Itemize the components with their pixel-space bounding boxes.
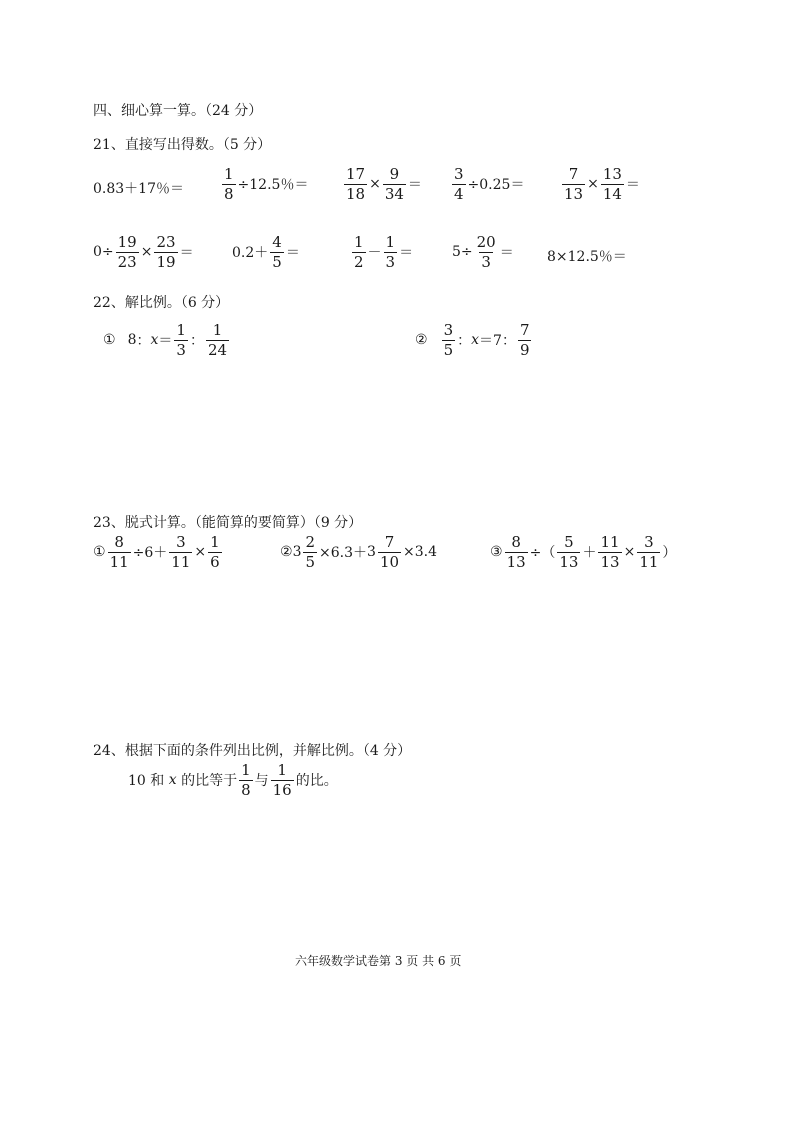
expr-text: ×6.3＋ [319,545,368,561]
q21-item-2 [220,166,308,202]
denominator: 19 [156,252,176,271]
colon: ： [501,333,516,349]
q23-problem-1 [93,534,224,570]
fraction [303,534,317,570]
fraction [169,534,192,570]
denominator: 3 [385,252,396,271]
expr-text: 10 和 [128,773,169,789]
fraction [108,534,131,570]
mixed-number [367,534,403,570]
expr-text: ÷6＋ [132,545,168,561]
numerator: 7 [519,321,530,339]
q22-problem-1 [103,322,231,358]
denominator: 11 [639,552,659,571]
fraction [208,534,222,570]
numerator: 19 [117,233,137,251]
fraction [557,534,580,570]
q21-item-9 [452,234,514,270]
variable-x: x [168,772,177,788]
numerator: 1 [241,761,251,779]
expr-text: 与 [254,773,269,789]
denominator: 10 [379,552,400,571]
expr-text: 0.2＋ [232,245,269,261]
equals: ＝ [158,333,173,349]
fraction [601,166,624,202]
numerator: 13 [602,165,622,183]
equals: ＝ [407,177,422,193]
q23-problem-3 [490,534,676,570]
fraction [174,322,188,358]
variable-x: x [471,332,480,348]
numerator: 11 [600,533,620,551]
problem-marker: ① [93,544,106,560]
denominator: 5 [272,252,282,271]
problem-marker: ② [280,544,293,560]
numerator: 20 [476,233,496,251]
denominator: 34 [384,184,404,203]
operator: × [587,176,599,192]
numerator: 3 [443,321,454,339]
operator: × [194,544,207,560]
q24-title: 24、根据下面的条件列出比例，并解比例。（4 分） [93,743,412,759]
fraction [222,166,236,202]
problem-marker: ③ [490,544,503,560]
q21-item-6 [93,234,194,270]
q21-item-8 [350,234,413,270]
denominator: 6 [210,552,220,571]
q21-item-3 [342,166,422,202]
numerator: 1 [212,321,223,339]
denominator: 11 [171,552,191,571]
numerator: 1 [354,233,364,251]
denominator: 5 [305,552,316,571]
fraction [452,166,466,202]
equals: ＝ [285,245,300,261]
denominator: 3 [481,252,491,271]
fraction [116,234,139,270]
operator: ＋ [582,545,597,561]
equals: ＝ [179,245,194,261]
denominator: 8 [224,184,234,203]
fraction [239,762,253,798]
q24-condition [128,762,338,798]
problem-marker: ① [103,332,116,348]
expr-text: 0÷ [93,244,114,260]
colon: ： [189,333,204,349]
operator: × [369,176,381,192]
numerator: 4 [272,233,282,251]
denominator: 13 [506,552,526,571]
denominator: 13 [564,184,584,203]
q21-item-4 [450,166,524,202]
expr-text: ÷（ [529,545,556,561]
q21-item-7 [232,234,300,270]
expr-text: ÷12.5％＝ [237,177,309,193]
denominator: 13 [600,552,620,571]
fraction [637,534,660,570]
expr-text: 的比等于 [176,773,238,789]
denominator: 4 [454,184,464,203]
q22-title: 22、解比例。（6 分） [93,295,230,311]
numerator: 1 [224,165,234,183]
numerator: 2 [305,533,316,551]
equals: ＝ [499,245,514,261]
equals: ＝ [399,245,414,261]
operator: × [623,544,636,560]
q22-problem-2 [415,322,533,358]
numerator: 1 [385,233,396,251]
equals: ＝7 [479,333,502,349]
fraction [271,762,294,798]
numerator: 8 [511,533,521,551]
q21-item-5 [560,166,640,202]
problem-marker: ② [415,332,428,348]
fraction [598,534,621,570]
numerator: 3 [454,165,464,183]
colon: ： [136,333,151,349]
numerator: 1 [277,761,287,779]
expr-text: 0.83＋17％＝ [93,181,184,197]
fraction [518,322,532,358]
expr-text: ÷0.25＝ [467,177,525,193]
fraction [270,234,284,270]
expr-text: 的比。 [295,773,338,789]
denominator: 14 [602,184,622,203]
denominator: 23 [117,252,137,271]
fraction [562,166,585,202]
fraction [206,322,229,358]
expr-text: 8 [127,332,137,348]
expr-text: 8×12.5％＝ [547,249,627,265]
colon: ： [457,333,472,349]
fraction [442,322,456,358]
expr-text: ） [662,545,677,561]
numerator: 3 [176,533,186,551]
numerator: 1 [210,533,220,551]
expr-text: 5÷ [452,244,473,260]
numerator: 7 [384,533,395,551]
operator: － [367,245,382,261]
fraction [505,534,528,570]
section-title: 四、细心算一算。（24 分） [93,103,263,119]
expr-text: ×3.4 [403,544,438,560]
fraction [344,166,367,202]
fraction [475,234,498,270]
q23-title: 23、脱式计算。（能简算的要简算）（9 分） [93,515,363,531]
denominator: 24 [207,340,228,359]
numerator: 23 [156,233,176,251]
numerator: 1 [176,321,186,339]
numerator: 9 [389,165,400,183]
fraction [352,234,366,270]
numerator: 8 [114,533,124,551]
denominator: 5 [443,340,454,359]
whole-part: 3 [292,544,302,560]
denominator: 2 [354,252,364,271]
numerator: 3 [644,533,654,551]
mixed-number [293,534,319,570]
numerator: 17 [346,165,366,183]
denominator: 9 [519,340,530,359]
q21-item-10 [547,246,627,266]
whole-part: 3 [367,544,376,560]
page-footer: 六年级数学试卷第 3 页 共 6 页 [295,954,462,968]
denominator: 11 [109,552,129,571]
fraction [154,234,177,270]
numerator: 7 [568,165,579,183]
variable-x: x [150,332,159,348]
equals: ＝ [625,177,640,193]
denominator: 13 [559,552,579,571]
fraction [378,534,401,570]
q23-problem-2 [280,534,437,570]
denominator: 8 [241,780,251,799]
denominator: 3 [176,340,186,359]
operator: × [140,244,153,260]
denominator: 16 [272,780,292,799]
fraction [383,166,406,202]
numerator: 5 [564,533,574,551]
fraction [384,234,398,270]
q21-item-1 [93,178,184,198]
denominator: 18 [346,184,366,203]
q21-title: 21、直接写出得数。（5 分） [93,137,272,153]
